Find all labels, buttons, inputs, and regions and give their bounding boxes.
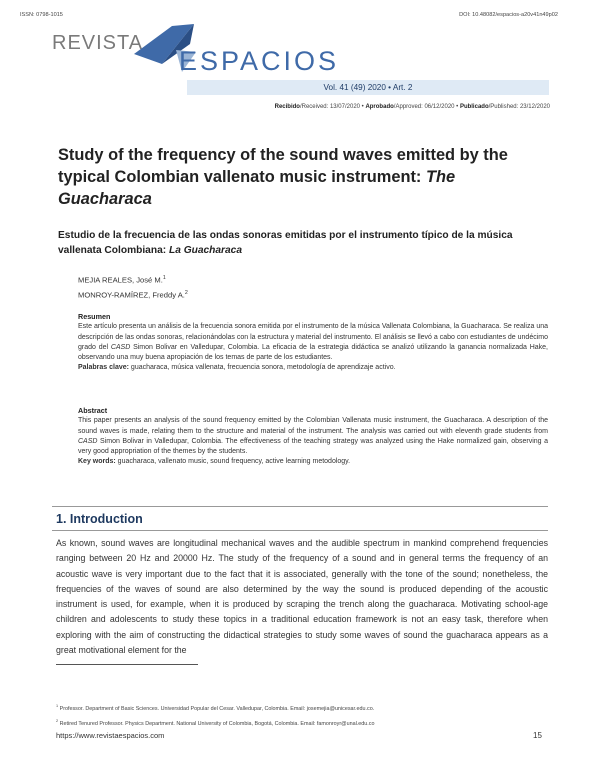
journal-logo [52, 22, 382, 82]
footnotes [56, 700, 548, 730]
doi: DOI: 10.48082/espacios-a20v41n49p02 [459, 12, 558, 18]
introduction-text: As known, sound waves are longitudinal mechanical waves and the audible spectrum in mankind comprehend frequencies ranging between 20 Hz and 20000 Hz. The study of the frequency of a sound and in general terms the frequency of an acoustic wave is very important due to the fact that it is associated, generally with the tone of the sound; nonetheless, the frequencies of the waves of sound are also determined by the way the sound is produced depending of the acoustic instrument is used, for example, when it is produced by scraping the trench along the guacharaca. Motivating school-age children and adolescents to study these topics in a traditional education framework is not an easy task, therefore when exploring with the aim of constructing the didactical strategies to study some waves of sound the guacharaca appears as a great motivational element for the [56, 538, 548, 656]
dates-line [275, 104, 550, 110]
author-2: MONROY-RAMÍREZ, Freddy A.$^2$ [78, 290, 188, 300]
author-list [78, 272, 188, 302]
approved-value: /Approved: 06/12/2020 • [393, 104, 460, 110]
logo-text-revista: REVISTA [52, 32, 144, 54]
issn: ISSN: 0798-1015 [20, 12, 63, 18]
author-2-mark: 2 [184, 290, 188, 297]
received-value: /Received: 13/07/2020 • [299, 104, 366, 110]
approved-label: Aprobado [365, 104, 394, 110]
paper-subtitle [58, 228, 548, 258]
title-main: Study of the frequency of the sound waves emitted by the typical Colombian vallenato music instrument: [58, 146, 508, 186]
abstract-section [78, 406, 548, 468]
received-label: Recibido [274, 104, 300, 110]
subtitle-main: Estudio de la frecuencia de las ondas sonoras emitidas por el instrumento típico de la música vallenata Colombiana: [58, 230, 513, 256]
abstract-heading: Abstract [78, 406, 108, 415]
logo-text-espacios: ESPACIOS [179, 46, 340, 76]
journal-website-link[interactable]: https://www.revistaespacios.com [56, 731, 165, 740]
abstract-keywords: Key words: guacharaca, vallenato music, sound frequency, active learning metodology. [78, 458, 351, 466]
resumen-keywords: Palabras clave: guacharaca, música vallenata, frecuencia sonora, metodología de aprendizaje activo. [78, 364, 396, 372]
title-italic: The Guacharaca [58, 168, 456, 208]
section-rule-top [52, 506, 548, 507]
paper-title [58, 144, 548, 210]
page-number: 15 [533, 731, 542, 740]
section-title: 1. Introduction [56, 512, 143, 526]
published-label: Publicado [459, 104, 489, 110]
section-rule-bottom [52, 530, 548, 531]
volume-bar: Vol. 41 (49) 2020 • Art. 2 [187, 80, 549, 95]
abstract-text: This paper presents an analysis of the sound frequency emitted by the Colombian Vallenata music instrument, the Guacharaca. A description of the sound waves is made, relating them to the structure and material of the instrument. The analysis was carried out with eleventh grade students from CASD Simon Bolivar in Valledupar, Colombia. The effectiveness of the teaching strategy was analyzed using the Hake normalized gain, observing a very good appropriation of the themes by the students. [78, 417, 548, 456]
resumen-section [78, 312, 548, 374]
footnote-2: $^2$ Retired Tenured Professor. Physics Department. National University of Colombia, Bogotá, Colombia. Email: famonroyr@unal.edu.co [56, 718, 375, 727]
published-value: /Published: 23/12/2020 [488, 104, 550, 110]
footnote-1: $^1$ Professor. Department of Basic Sciences. Universidad Popular del Cesar. Valledupar, Colombia. Email: josemejia@unicesar.edu.co. [56, 704, 375, 712]
footnote-rule [56, 664, 198, 665]
author-1: MEJIA REALES, José M.$^1$ [78, 275, 166, 285]
subtitle-italic: La Guacharaca [168, 245, 243, 256]
resumen-text: Este artículo presenta un análisis de la frecuencia sonora emitida por el instrumento de la música Vallenata Colombiana, la Guacharaca. Se realiza una descripción de las ondas sonoras, relacionándolas con la estructura y material del instrumento. El análisis se llevó a cabo con estudiantes de undécimo grado del CASD Simon Bolivar en Valledupar, Colombia. La eficacia de la estrategia didáctica se analizó utilizando la ganancia normalizada Hake, observando una muy buena apropiación de los temas de parte de los estudiantes. [78, 323, 549, 362]
resumen-heading: Resumen [78, 312, 111, 321]
author-1-mark: 1 [162, 275, 166, 281]
